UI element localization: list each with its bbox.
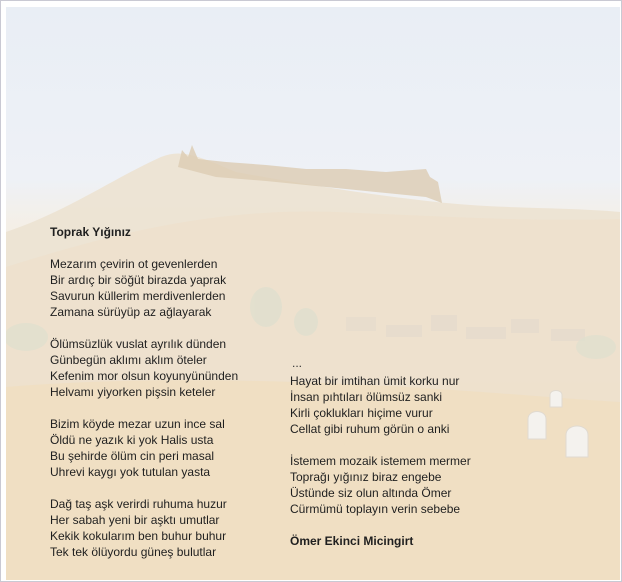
poem-signature: Ömer Ekinci Micingirt — [290, 534, 414, 548]
poem-line: İstemem mozaik istemem mermer — [290, 454, 471, 468]
background-landscape-image — [6, 7, 620, 580]
poem-line: Bizim köyde mezar uzun ince sal — [50, 417, 225, 431]
poem-line: Bu şehirde ölüm cin peri masal — [50, 449, 215, 463]
poem-line: Toprağı yığınız biraz engebe — [290, 470, 442, 484]
poem-line: Günbegün aklımı aklım öteler — [50, 353, 207, 367]
poem-line: Öldü ne yazık ki yok Halis usta — [50, 433, 214, 447]
poem-line: Dağ taş aşk verirdi ruhuma huzur — [50, 497, 227, 511]
poem-line: Savurun küllerim merdivenlerden — [50, 289, 226, 303]
poem-title: Toprak Yığınız — [50, 225, 131, 239]
poem-line: Üstünde siz olun altında Ömer — [290, 486, 452, 500]
poem-line: Her sabah yeni bir aşktı umutlar — [50, 513, 220, 527]
poem-line: Kirli çoklukları hiçime vurur — [290, 406, 433, 420]
poem-left-column — [50, 224, 238, 560]
continuation-mark: ... — [292, 356, 303, 370]
poem-line: Cürmümü toplayın verin sebebe — [290, 502, 461, 516]
poem-line: Kefenim mor olsun koyunyününden — [50, 369, 239, 383]
poem-line: Zamana sürüyüp az ağlayarak — [50, 305, 212, 319]
poem-line: Mezarım çevirin ot gevenlerden — [50, 257, 218, 271]
poem-line: Tek tek ölüyordu güneş bulutlar — [50, 545, 217, 559]
poem-line: Cellat gibi ruhum görün o anki — [290, 422, 450, 436]
poem-line: Ölümsüzlük vuslat ayrılık dünden — [50, 337, 227, 351]
poem-line: Uhrevi kaygı yok tutulan yasta — [50, 465, 211, 479]
poem-line: Hayat bir imtihan ümit korku nur — [290, 374, 460, 388]
poem-line: İnsan pıhtıları ölümsüz sanki — [290, 390, 443, 404]
poem-line: Bir ardıç bir söğüt birazda yaprak — [50, 273, 227, 287]
poem-line: Helvamı yiyorken pişsin keteler — [50, 385, 216, 399]
poem-right-column — [290, 357, 471, 549]
poem-line: Kekik kokularım ben buhur buhur — [50, 529, 227, 543]
